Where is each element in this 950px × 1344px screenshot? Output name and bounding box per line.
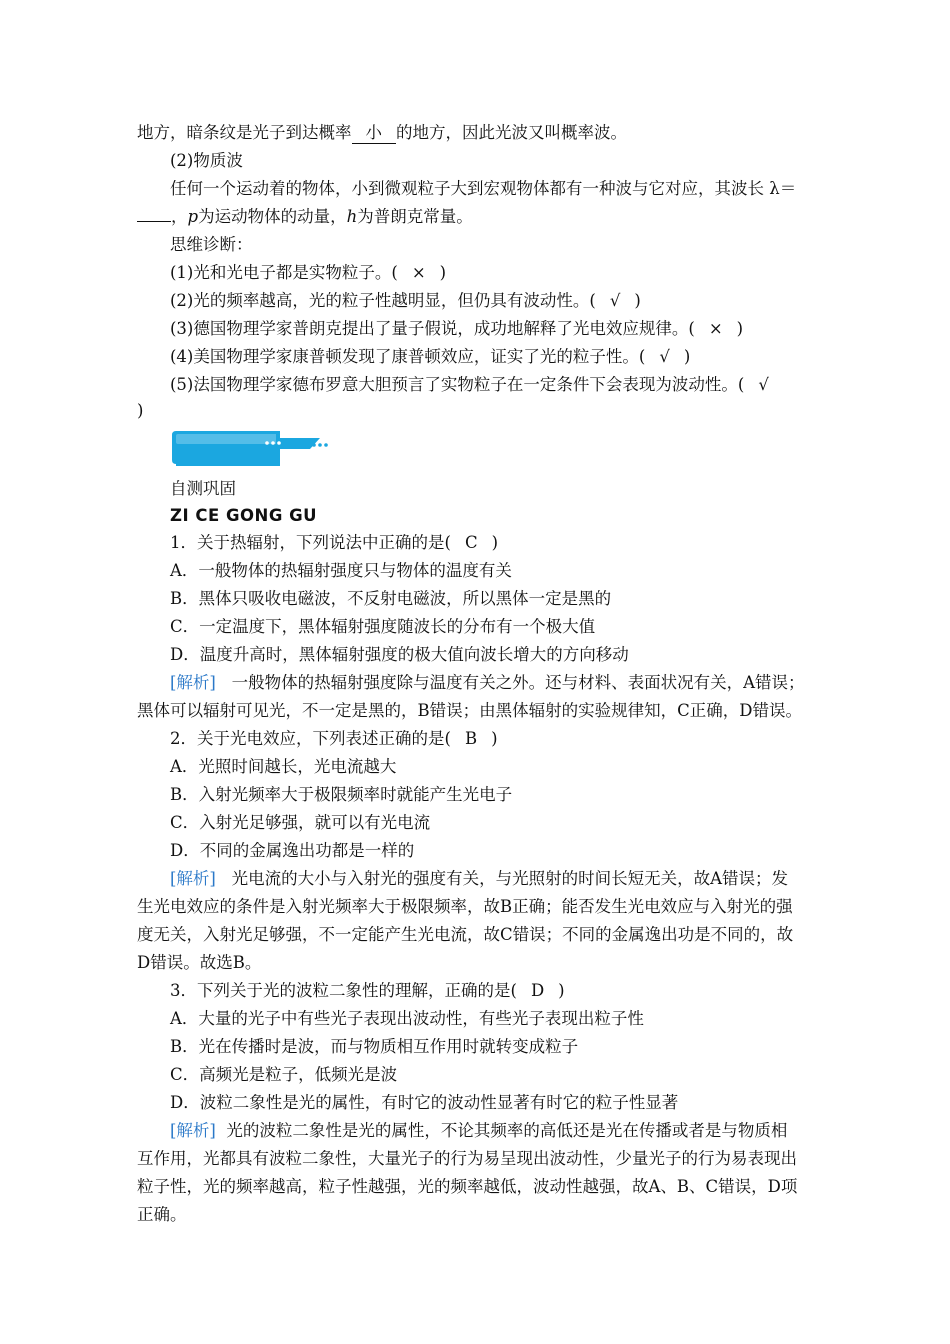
intro-line-1 <box>137 122 627 144</box>
question-1-option-a: A．一般物体的热辐射强度只与物体的温度有关 <box>170 561 512 580</box>
symbol-h: h <box>346 207 358 226</box>
banner-dot <box>318 443 322 447</box>
question-3-option-b: B．光在传播时是波，而与物质相互作用时就转变成粒子 <box>170 1037 579 1056</box>
intro-text: 为普朗克常量。 <box>357 207 473 226</box>
question-3-analysis-line-4: 正确。 <box>137 1205 187 1224</box>
diagnosis-item-5-close: ) <box>137 401 144 420</box>
diagnosis-item-4 <box>170 346 690 368</box>
analysis-tag: [解析] <box>170 673 216 692</box>
symbol-p: p <box>187 207 199 226</box>
analysis-text: 光电流的大小与入射光的强度有关，与光照射的时间长短无关，故A错误；发 <box>231 869 789 888</box>
paren-close: ) <box>634 291 641 310</box>
paren-close: ) <box>736 319 744 338</box>
diagnosis-item-1 <box>170 262 446 284</box>
judgement-mark: × <box>411 263 426 282</box>
section-title-pinyin: ZI CE GONG GU <box>170 506 318 525</box>
intro-text: 的地方，因此光波又叫概率波。 <box>396 123 627 142</box>
question-3-analysis-line-3: 粒子性，光的频率越高，粒子性越强，光的频率越低，波动性越强，故A、B、C错误，D项 <box>137 1177 798 1196</box>
matter-wave-heading: (2)物质波 <box>170 151 243 170</box>
paren-close: ) <box>558 981 565 1000</box>
paren-close: ) <box>491 729 498 748</box>
banner-dot <box>312 443 316 447</box>
banner-underline <box>176 464 280 466</box>
question-text: 1．关于热辐射，下列说法中正确的是( <box>170 533 451 552</box>
question-3-analysis-line-2: 互作用，光都具有波粒二象性，大量光子的行为易呈现出波动性，少量光子的行为易表现出 <box>137 1149 797 1168</box>
intro-text: 地方，暗条纹是光子到达概率 <box>137 123 352 142</box>
analysis-text: 光的波粒二象性是光的属性，不论其频率的高低还是光在传播或者是与物质相 <box>226 1121 788 1140</box>
question-text: 3．下列关于光的波粒二象性的理解，正确的是( <box>170 981 517 1000</box>
question-1-analysis-line-1 <box>170 672 805 694</box>
question-3-option-c: C．高频光是粒子，低频光是波 <box>170 1065 398 1084</box>
diagnosis-item-2 <box>170 290 641 312</box>
analysis-tag: [解析] <box>170 1121 216 1140</box>
judgement-mark: √ <box>609 291 621 310</box>
diagnosis-item-3 <box>170 318 743 340</box>
question-3-stem <box>170 980 565 1002</box>
question-2-option-b: B．入射光频率大于极限频率时就能产生光电子 <box>170 785 513 804</box>
question-3-analysis-line-1 <box>170 1120 787 1142</box>
question-2-analysis-line-2: 生光电效应的条件是入射光频率大于极限频率，故B正确；能否发生光电效应与入射光的强 <box>137 897 793 916</box>
judgement-mark: × <box>708 319 723 338</box>
diagnosis-item-5 <box>170 374 783 396</box>
answer-letter: C <box>464 533 478 552</box>
diagnosis-text: (2)光的频率越高，光的粒子性越明显，但仍具有波动性。( <box>170 291 596 310</box>
question-1-option-c: C．一定温度下，黑体辐射强度随波长的分布有一个极大值 <box>170 617 596 636</box>
analysis-tag: [解析] <box>170 869 216 888</box>
judgement-mark: √ <box>659 347 670 366</box>
question-3-option-d: D．波粒二象性是光的属性，有时它的波动性显著有时它的粒子性显著 <box>170 1093 679 1112</box>
question-2-stem <box>170 728 498 750</box>
paren-close: ) <box>683 347 691 366</box>
answer-letter: D <box>530 981 545 1000</box>
question-3-option-a: A．大量的光子中有些光子表现出波动性，有些光子表现出粒子性 <box>170 1009 644 1028</box>
judgement-mark: √ <box>758 375 769 394</box>
question-1-option-d: D．温度升高时，黑体辐射强度的极大值向波长增大的方向移动 <box>170 645 629 664</box>
diagnosis-text: (5)法国物理学家德布罗意大胆预言了实物粒子在一定条件下会表现为波动性。( <box>170 375 745 394</box>
answer-blank-small: 小 <box>352 123 397 144</box>
question-2-analysis-line-3: 度无关，入射光足够强，不一定能产生光电流，故C错误；不同的金属逸出功是不同的，故 <box>137 925 794 944</box>
question-2-analysis-line-4: D错误。故选B。 <box>137 953 262 972</box>
question-1-stem <box>170 532 498 554</box>
banner-dot <box>324 443 328 447</box>
answer-letter: B <box>464 729 478 748</box>
question-2-option-d: D．不同的金属逸出功都是一样的 <box>170 841 415 860</box>
analysis-text: 一般物体的热辐射强度除与温度有关之外。还与材料、表面状况有关，A错误； <box>231 673 805 692</box>
question-1-option-b: B．黑体只吸收电磁波，不反射电磁波，所以黑体一定是黑的 <box>170 589 612 608</box>
diagnosis-text: (1)光和光电子都是实物粒子。( <box>170 263 398 282</box>
diagnosis-text: (3)德国物理学家普朗克提出了量子假说，成功地解释了光电效应规律。( <box>170 319 695 338</box>
question-2-option-c: C．入射光足够强，就可以有光电流 <box>170 813 431 832</box>
question-2-analysis-line-1 <box>170 868 788 890</box>
matter-wave-line-1: 任何一个运动着的物体，小到微观粒子大到宏观物体都有一种波与它对应，其波长 λ＝ <box>170 179 797 198</box>
banner-dot <box>277 441 281 445</box>
diagnosis-text: (4)美国物理学家康普顿发现了康普顿效应，证实了光的粒子性。( <box>170 347 646 366</box>
wavelength-blank <box>137 206 171 222</box>
banner-dot <box>265 441 269 445</box>
section-title: 自测巩固 <box>170 479 236 498</box>
matter-wave-line-2: ，p为运动物体的动量，h为普朗克常量。 <box>137 206 473 228</box>
diagnosis-heading: 思维诊断： <box>170 235 253 254</box>
section-banner <box>170 430 340 470</box>
banner-dot <box>271 441 275 445</box>
paren-close: ) <box>491 533 498 552</box>
question-2-option-a: A．光照时间越长，光电流越大 <box>170 757 397 776</box>
question-1-analysis-line-2: 黑体可以辐射可见光，不一定是黑的，B错误；由黑体辐射的实验规律知，C正确，D错误。 <box>137 701 802 720</box>
intro-text: 为运动物体的动量， <box>198 207 347 226</box>
banner-inner-highlight <box>176 434 276 444</box>
paren-close: ) <box>439 263 447 282</box>
question-text: 2．关于光电效应，下列表述正确的是( <box>170 729 451 748</box>
